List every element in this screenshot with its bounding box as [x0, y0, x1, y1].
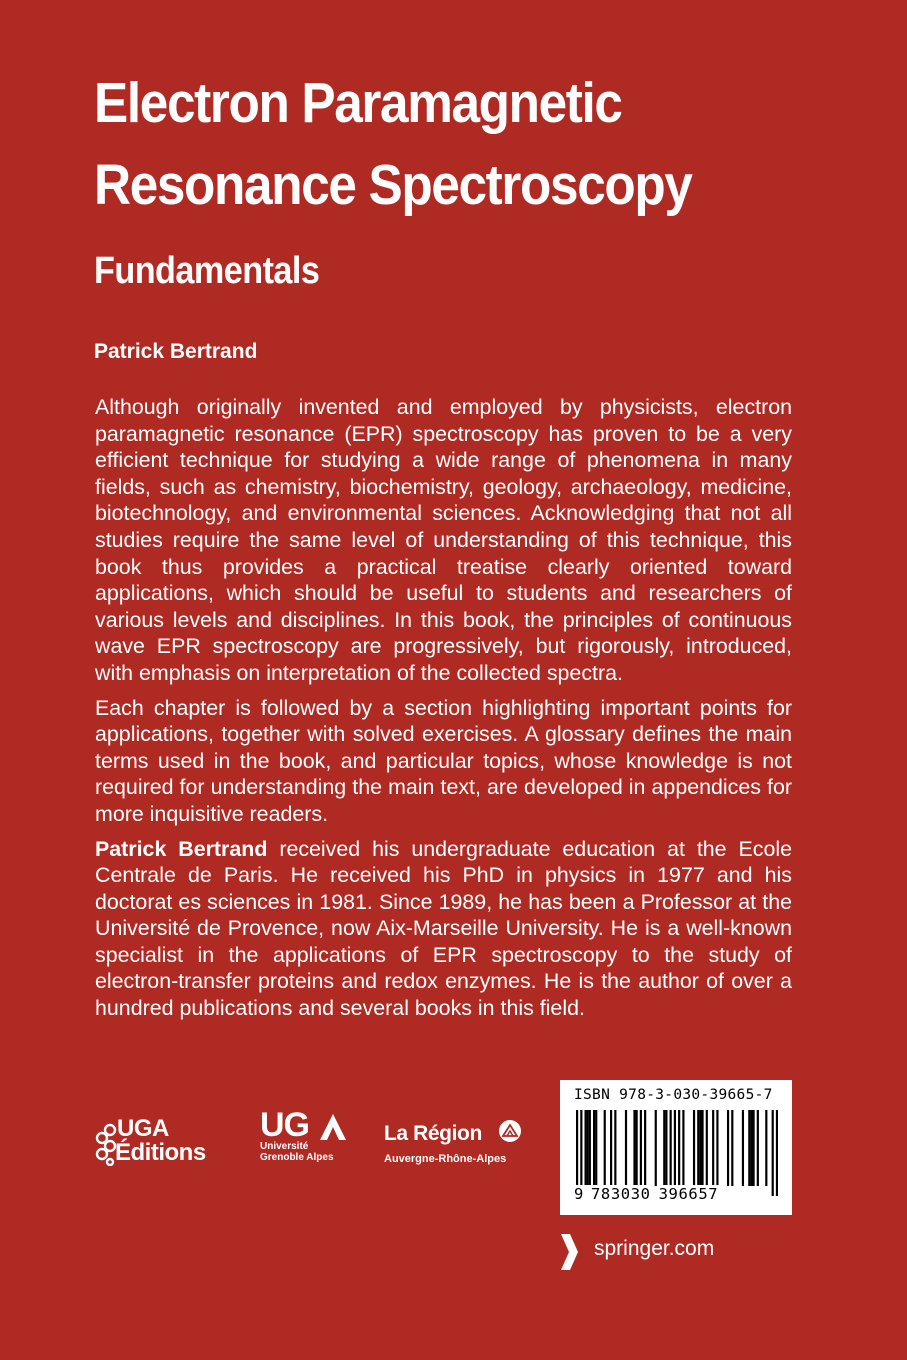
barcode-bars [576, 1110, 778, 1196]
isbn-label: ISBN 978-3-030-39665-7 [574, 1087, 773, 1103]
barcode-bar [742, 1110, 744, 1186]
uga-logo-line-1: Université [260, 1141, 309, 1152]
barcode-bar [633, 1110, 635, 1186]
barcode-bar [682, 1110, 684, 1186]
blurb-paragraph-1: Although originally invented and employed by physicists, electron paramagnetic resonance (EPR) spectroscopy has proven to be a very efficient technique for studying a wide range of phenomena in many fields, such as chemistry, biochemistry, geology, archaeology, medicine, biotechnology, and environmental sciences. Acknowledging that not all studies require the same level of understanding of this technique, this book thus provides a practical treatise clearly oriented toward applications, which should be useful to students and researchers of various levels and disciplines. In this book, the principles of continuous wave EPR spectroscopy are progressively, but rigorously, introduced, with emphasis on interpretation of the collected spectra. [95, 395, 792, 685]
book-subtitle: Fundamentals [94, 250, 320, 292]
region-logo-subtitle: Auvergne-Rhône-Alpes [384, 1153, 507, 1165]
uga-mountain-icon [318, 1112, 348, 1142]
uga-editions-logo-bottom: Éditions [115, 1139, 206, 1166]
barcode-bar [595, 1110, 597, 1186]
barcode-bar [576, 1110, 578, 1196]
barcode-left-group: 783030 [591, 1185, 651, 1203]
region-logo [384, 1120, 534, 1170]
uga-logo-text [260, 1141, 334, 1163]
uga-logo-letters: UG [260, 1106, 309, 1144]
barcode-bar [640, 1110, 642, 1186]
barcode-bar [655, 1110, 657, 1186]
book-title-line-2: Resonance Spectroscopy [94, 153, 692, 217]
barcode-digits [574, 1185, 719, 1203]
barcode-bar [693, 1110, 695, 1186]
barcode-bar [674, 1110, 676, 1196]
barcode-bar [706, 1110, 708, 1186]
barcode-right-group: 396657 [658, 1185, 719, 1203]
blurb-paragraph-2: Each chapter is followed by a section highlighting important points for applications, together with solved exercises. A glossary defines the main terms used in the book, and particular topics, whose knowledge is not required for understanding the main text, are developed in appendices for more inquisitive readers. [95, 695, 792, 826]
blurb [95, 394, 792, 1030]
barcode-bar [589, 1110, 591, 1186]
barcode-bar [716, 1110, 718, 1186]
barcode-bar [587, 1110, 589, 1186]
barcode-bar [727, 1110, 729, 1186]
barcode-bar [625, 1110, 627, 1186]
barcode-bar [580, 1110, 582, 1196]
barcode-bar [701, 1110, 703, 1186]
barcode-bar [757, 1110, 759, 1186]
publisher-link[interactable] [558, 1232, 798, 1272]
author-bio [95, 836, 792, 1022]
publisher-url[interactable]: springer.com [594, 1237, 715, 1260]
barcode-bar [593, 1110, 595, 1186]
region-logo-name: La Région [384, 1122, 482, 1145]
uga-logo-line-2: Grenoble Alpes [260, 1152, 334, 1163]
barcode-bar [644, 1110, 646, 1186]
barcode-bar [699, 1110, 701, 1186]
chevron-right-icon [558, 1232, 580, 1272]
uga-university-logo [260, 1108, 352, 1168]
barcode-bar [670, 1110, 672, 1186]
book-title [94, 62, 778, 226]
barcode-bar [752, 1110, 754, 1186]
barcode-bar [585, 1110, 587, 1186]
barcode-bar [610, 1110, 612, 1186]
barcode-bar [636, 1110, 638, 1186]
author-bio-text: received his undergraduate education at the Ecole Centrale de Paris. He received his PhD in physics in 1977 and his doctorat es sciences in 1981. Since 1989, he has been a Professor at the Université de Provence, now Aix-Marseille University. He is a well-known specialist in the applications of EPR spectroscopy to the study of electron-transfer proteins and redox enzymes. He is the author of over a hundred publications and several books in this field. [95, 836, 792, 1021]
isbn-barcode [560, 1080, 792, 1215]
uga-editions-logo-top: UGA [117, 1115, 169, 1142]
book-title-line-1: Electron Paramagnetic [94, 71, 622, 135]
barcode-bar [765, 1110, 767, 1186]
barcode-bar [750, 1110, 752, 1186]
barcode-first-digit: 9 [574, 1185, 590, 1203]
barcode-bar [748, 1110, 750, 1186]
barcode-bar [665, 1110, 667, 1186]
barcode-bar [772, 1110, 774, 1196]
barcode-bar [731, 1110, 733, 1186]
barcode-bar [614, 1110, 616, 1186]
barcode-bar [678, 1110, 680, 1196]
uga-editions-logo [95, 1115, 225, 1168]
barcode-bar [712, 1110, 714, 1186]
author-bio-name: Patrick Bertrand [95, 836, 268, 861]
barcode-bar [776, 1110, 778, 1196]
region-emblem-icon [498, 1119, 522, 1143]
barcode-bar [604, 1110, 606, 1186]
barcode-bar [663, 1110, 665, 1186]
barcode-bar [697, 1110, 699, 1186]
author-name: Patrick Bertrand [94, 340, 258, 363]
